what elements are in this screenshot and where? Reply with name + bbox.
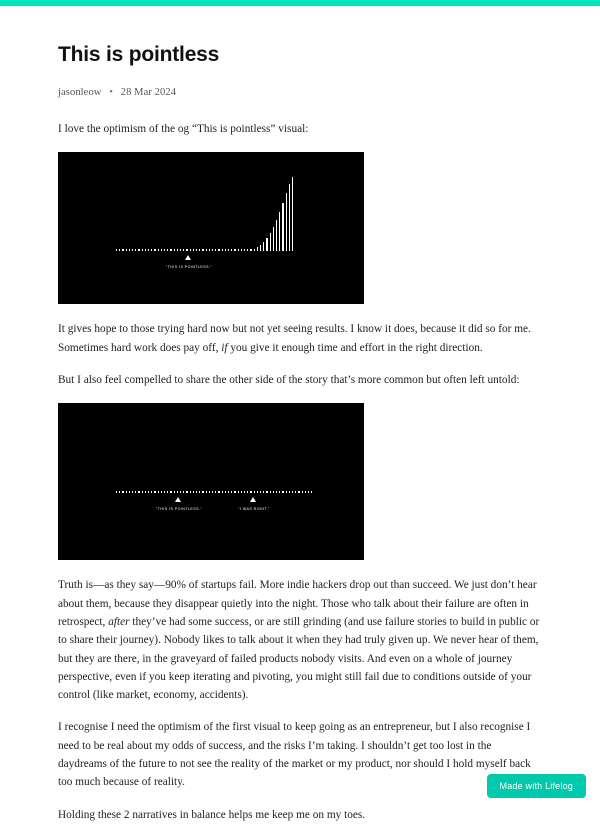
figure-dot — [158, 491, 159, 492]
figure-dot — [145, 249, 146, 250]
figure-dot — [151, 491, 152, 492]
figure-dot — [142, 491, 143, 492]
figure-dot — [247, 249, 248, 250]
figure-dot — [298, 491, 299, 492]
figure-dot — [266, 491, 267, 492]
byline-separator: • — [109, 87, 113, 99]
figure-this-is-pointless — [58, 152, 364, 304]
figure-bar — [270, 233, 271, 251]
figure-bar — [266, 238, 267, 251]
figure-dot — [250, 249, 251, 250]
figure-dot — [190, 249, 191, 250]
figure-dot — [154, 491, 155, 492]
figure-bar — [279, 212, 280, 251]
figure-dot — [180, 249, 181, 250]
figure-dot — [190, 491, 191, 492]
figure-dot — [129, 491, 130, 492]
figure-dot — [122, 491, 123, 492]
paragraph-truth-emphasis: after — [108, 615, 130, 628]
figure-dot — [183, 491, 184, 492]
figure-dot — [138, 491, 139, 492]
figure-dot — [241, 491, 242, 492]
figure-dot — [308, 491, 309, 492]
figure-dot — [151, 249, 152, 250]
figure-dot — [158, 249, 159, 250]
figure-dot — [199, 491, 200, 492]
figure-dot — [305, 491, 306, 492]
figure-dot — [286, 491, 287, 492]
figure-dot — [244, 491, 245, 492]
figure-dot — [132, 249, 133, 250]
paragraph-hope-part1: It gives hope to those trying hard now but not yet seeing results. I know it does, because it did so for me. Sometimes hard work does pay off, — [58, 323, 531, 354]
figure-dot — [241, 249, 242, 250]
figure-caption: "THIS IS POINTLESS." — [155, 507, 203, 512]
figure-dot — [215, 249, 216, 250]
figure-dot — [273, 491, 274, 492]
figure-dot — [180, 491, 181, 492]
figure-marker — [175, 497, 181, 502]
figure-dot — [212, 491, 213, 492]
figure-dot — [295, 491, 296, 492]
figure-bar — [292, 177, 293, 251]
figure-dot — [167, 491, 168, 492]
figure-dot — [119, 249, 120, 250]
figure-dot — [234, 249, 235, 250]
figure-dot — [218, 491, 219, 492]
figure-dot — [183, 249, 184, 250]
figure-dot — [164, 491, 165, 492]
figure-bar — [260, 245, 261, 251]
figure-dot — [225, 491, 226, 492]
byline-date: 28 Mar 2024 — [120, 87, 177, 99]
figure-dot — [186, 491, 187, 492]
figure-dot — [228, 491, 229, 492]
page-title: This is pointless — [58, 43, 220, 66]
figure-dot — [206, 491, 207, 492]
figure-dot — [231, 491, 232, 492]
figure-caption: "I WAS RIGHT." — [238, 507, 270, 512]
figure-dot — [215, 491, 216, 492]
figure-dot — [282, 491, 283, 492]
figure-dot — [234, 491, 235, 492]
figure-dot — [247, 491, 248, 492]
figure-dot — [254, 249, 255, 250]
figure-dot — [126, 491, 127, 492]
figure-dot — [206, 249, 207, 250]
figure-bar — [257, 247, 258, 251]
figure-dot — [222, 491, 223, 492]
figure-dot — [167, 249, 168, 250]
paragraph-truth — [58, 576, 542, 704]
figure-bar — [286, 193, 287, 251]
figure-dot — [225, 249, 226, 250]
figure-dot — [126, 249, 127, 250]
figure-dot — [177, 491, 178, 492]
figure-dot — [164, 249, 165, 250]
paragraph-other-side: But I also feel compelled to share the other side of the story that’s more common but often left untold: — [58, 374, 520, 387]
figure-dot — [129, 249, 130, 250]
figure-i-was-right — [58, 403, 364, 560]
figure-dot — [231, 249, 232, 250]
figure-bar — [263, 242, 264, 251]
figure-dot — [196, 249, 197, 250]
figure-dot — [177, 249, 178, 250]
figure-dot — [161, 491, 162, 492]
figure-dot — [238, 491, 239, 492]
made-with-lifelog-badge[interactable]: Made with Lifelog — [487, 774, 586, 798]
figure-dot — [276, 491, 277, 492]
figure-dot — [257, 491, 258, 492]
figure-dot — [260, 491, 261, 492]
figure-dot — [148, 491, 149, 492]
figure-dot — [263, 491, 264, 492]
paragraph-truth-part1: Truth is—as they say—90% of startups fail. More indie hackers drop out than succeed. We just don’t hear about them, because they disappear quietly into the night. Those who talk about their failure are often in retrospect, — [58, 579, 537, 628]
figure-dot — [218, 249, 219, 250]
figure-dot — [254, 491, 255, 492]
paragraph-hope-part2: you give it enough time and effort in the right direction. — [227, 341, 483, 354]
byline — [58, 87, 542, 98]
figure-dot — [202, 491, 203, 492]
article-content — [0, 6, 600, 824]
figure-marker — [185, 255, 191, 260]
figure-dot — [122, 249, 123, 250]
figure-caption: "THIS IS POINTLESS." — [165, 265, 213, 270]
figure-dot — [311, 491, 312, 492]
figure-dot — [222, 249, 223, 250]
figure-marker — [250, 497, 256, 502]
figure-dot — [135, 491, 136, 492]
paragraph-recognise: I recognise I need the optimism of the first visual to keep going as an entrepreneur, but I also recognise I need to be real about my odds of success, and the risks I’m taking. I shouldn’t get too lost in the daydreams of the future to not see the reality of the market or my product, nor should I hold myself back too much because of reality. — [58, 721, 531, 789]
paragraph-closing: Holding these 2 narratives in balance helps me keep me on my toes. — [58, 808, 366, 821]
figure-dot — [209, 491, 210, 492]
figure-dot — [142, 249, 143, 250]
figure-dot — [199, 249, 200, 250]
figure-dot — [270, 491, 271, 492]
figure-dot — [250, 491, 251, 492]
figure-dot — [202, 249, 203, 250]
figure-dot — [148, 249, 149, 250]
figure-dot — [138, 249, 139, 250]
figure-dot — [279, 491, 280, 492]
figure-dot — [174, 249, 175, 250]
figure-bar — [276, 220, 277, 251]
figure-dot — [193, 249, 194, 250]
figure-dot — [209, 249, 210, 250]
figure-dot — [244, 249, 245, 250]
figure-bar — [273, 227, 274, 251]
figure-dot — [119, 491, 120, 492]
figure-1-canvas — [58, 152, 364, 304]
figure-dot — [116, 491, 117, 492]
figure-dot — [154, 249, 155, 250]
figure-dot — [186, 249, 187, 250]
figure-dot — [212, 249, 213, 250]
paragraph-truth-part2: they’ve had some success, or are still grinding (and use failure stories to build in public or to share their journey). Nobody likes to talk about it when they had truly given up. We never hear of them, but they are there, in the graveyard of failed products nobody visits. And even on a whole of journey perspective, even if you keep iterating and pivoting, you might still fail due to conditions outside of your control (like market, economy, accidents). — [58, 615, 540, 702]
paragraph-hope-emphasis: if — [221, 341, 228, 354]
figure-dot — [135, 249, 136, 250]
figure-dot — [170, 491, 171, 492]
figure-dot — [302, 491, 303, 492]
figure-dot — [196, 491, 197, 492]
figure-dot — [161, 249, 162, 250]
figure-dot — [132, 491, 133, 492]
figure-dot — [289, 491, 290, 492]
figure-bar — [289, 184, 290, 251]
figure-dot — [170, 249, 171, 250]
figure-bar — [282, 203, 283, 251]
figure-dot — [145, 491, 146, 492]
figure-dot — [292, 491, 293, 492]
figure-dot — [228, 249, 229, 250]
article-page — [0, 6, 600, 821]
paragraph-hope — [58, 320, 542, 357]
figure-2-canvas — [58, 403, 364, 560]
figure-dot — [238, 249, 239, 250]
paragraph-intro: I love the optimism of the og “This is pointless” visual: — [58, 123, 309, 136]
figure-dot — [193, 491, 194, 492]
byline-author: jasonleow — [58, 87, 102, 99]
figure-dot — [116, 249, 117, 250]
figure-dot — [174, 491, 175, 492]
